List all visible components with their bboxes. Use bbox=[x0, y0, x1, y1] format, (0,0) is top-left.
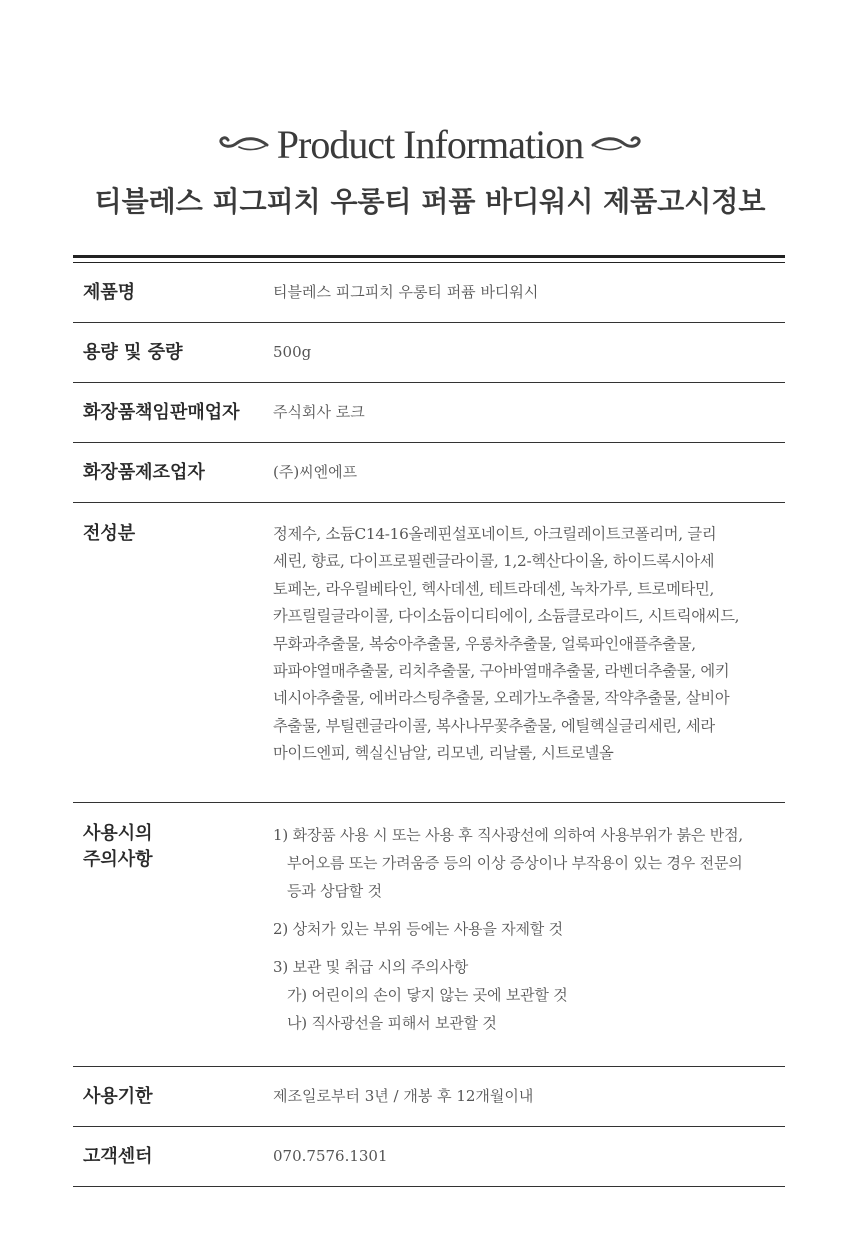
left-flourish-icon bbox=[217, 133, 269, 155]
row-customer-service bbox=[73, 1127, 785, 1187]
ingredient-line: 추출물, 부틸렌글라이콜, 복사나무꽃추출물, 에틸헥실글리세린, 세라 bbox=[273, 716, 715, 735]
info-table bbox=[73, 255, 785, 1187]
row-value: (주)씨엔에프 bbox=[273, 463, 358, 481]
caution-list bbox=[273, 821, 785, 1066]
caution-item-2: 2) 상처가 있는 부위 등에는 사용을 자제할 것 bbox=[273, 920, 563, 938]
ingredient-line: 카프릴릴글라이콜, 다이소듐이디티에이, 소듐클로라이드, 시트릭애씨드, bbox=[273, 607, 740, 626]
header bbox=[0, 118, 860, 220]
row-value: 500g bbox=[273, 343, 312, 361]
page-subtitle: 티블레스 피그피치 우롱티 퍼퓸 바디워시 제품고시정보 bbox=[94, 185, 766, 218]
caution-item-3: 3) 보관 및 취급 시의 주의사항 bbox=[273, 958, 469, 976]
title-row bbox=[0, 118, 860, 170]
row-value: 티블레스 피그피치 우롱티 퍼퓸 바디워시 bbox=[273, 283, 539, 301]
caution-item-3-b: 나) 직사광선을 피해서 보관할 것 bbox=[287, 1014, 497, 1032]
page-title: Product Information bbox=[276, 121, 584, 167]
row-expiry bbox=[73, 1067, 785, 1127]
row-value: 제조일로부터 3년 / 개봉 후 12개월이내 bbox=[273, 1087, 534, 1105]
ingredient-line: 마이드엔피, 헥실신남알, 리모넨, 리날룰, 시트로넬올 bbox=[273, 744, 614, 763]
row-value: 070.7576.1301 bbox=[273, 1147, 388, 1165]
ingredient-line: 세린, 향료, 다이프로필렌글라이콜, 1,2-헥산다이올, 하이드록시아세 bbox=[273, 552, 715, 571]
row-label: 고객센터 bbox=[83, 1146, 153, 1167]
caution-item-3-a: 가) 어린이의 손이 닿지 않는 곳에 보관할 것 bbox=[287, 986, 568, 1004]
caution-label-line: 주의사항 bbox=[83, 849, 153, 870]
caution-item-1: 1) 화장품 사용 시 또는 사용 후 직사광선에 의하여 사용부위가 붉은 반점, bbox=[273, 826, 743, 844]
row-label: 화장품책임판매업자 bbox=[83, 402, 240, 423]
ingredients-list bbox=[273, 521, 785, 802]
row-caution bbox=[73, 803, 785, 1067]
row-value: 주식회사 로크 bbox=[273, 403, 365, 421]
row-label: 화장품제조업자 bbox=[83, 462, 205, 483]
caution-item-1-cont: 등과 상담할 것 bbox=[287, 882, 382, 900]
row-manufacturer bbox=[73, 443, 785, 503]
row-volume bbox=[73, 323, 785, 383]
table-top-rule bbox=[73, 255, 785, 258]
right-flourish-icon bbox=[591, 133, 643, 155]
ingredient-line: 토페논, 라우릴베타인, 헥사데센, 테트라데센, 녹차가루, 트로메타민, bbox=[273, 579, 715, 598]
caution-item-1-cont: 부어오름 또는 가려움증 등의 이상 증상이나 부작용이 있는 경우 전문의 bbox=[287, 854, 743, 872]
ingredient-line: 무화과추출물, 복숭아추출물, 우롱차추출물, 얼룩파인애플추출물, bbox=[273, 634, 696, 653]
row-label: 전성분 bbox=[83, 523, 136, 544]
ingredient-line: 네시아추출물, 에버라스팅추출물, 오레가노추출물, 작약추출물, 살비아 bbox=[273, 689, 730, 708]
row-label: 용량 및 중량 bbox=[83, 342, 183, 363]
row-ingredients bbox=[73, 503, 785, 803]
row-seller bbox=[73, 383, 785, 443]
ingredient-line: 정제수, 소듐C14-16올레핀설포네이트, 아크릴레이트코폴리머, 글리 bbox=[273, 525, 717, 543]
row-label bbox=[73, 821, 273, 1066]
caution-label-line: 사용시의 bbox=[83, 823, 153, 844]
row-label: 제품명 bbox=[83, 282, 136, 303]
ingredient-line: 파파야열매추출물, 리치추출물, 구아바열매추출물, 라벤더추출물, 에키 bbox=[273, 662, 730, 681]
row-product-name bbox=[73, 263, 785, 323]
row-label: 사용기한 bbox=[83, 1086, 153, 1107]
